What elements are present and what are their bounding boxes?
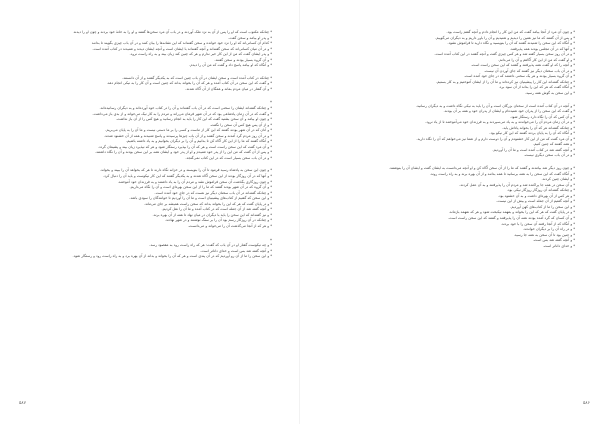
text-line: * و در راه آن را بر دیگران خواندند. <box>522 227 575 232</box>
text-line: * و در آن روز مردم گرد آمدند و سخن گفتند و از آن باب چیزها پرسیدند و پاسخ شنیدند و همه از آن خشنود شدند. <box>103 133 272 138</box>
text-line: * و این سخن را ما از کتاب‌های کهن آوردیم. <box>510 204 575 209</box>
text-line: * و آن گفتار در میان مردم بماند و همگان از آن آگاه شدند. <box>185 86 272 91</box>
paragraph-gap <box>327 97 575 104</box>
text-line: * و گفت که این سخن در آن کتاب آمده و هر که آن را بخواند بداند که چنین است و آن کار را به نیکی انجام دهد. <box>106 81 272 86</box>
text-line: * و چون این سخن به پادشاه رسید فرمود تا آن را بنویسند و در خزانه نگاه دارند تا هر که بخواهد آن را ببیند و بخواند. <box>99 168 272 173</box>
text-line: * و آنها که در آن مجلس بودند همه پذیرفتند. <box>509 46 575 51</box>
section-marker: * <box>270 237 272 243</box>
text-line: * و در آن زمان مردم آن را می‌خواندند و به یاد می‌سپردند و به فرزندان خود می‌آموختند تا از یاد نرود. <box>425 120 575 125</box>
text-line: * و آنچه در آن کتاب آمده است از سخنان بزرگان است و آن را باید به نیکی نگاه داشت و به دیگران رسانید. <box>415 103 575 108</box>
text-line: * و از آن پس هیچ کس آن سخن را نگفت. <box>209 122 272 127</box>
text-line: * و آنچه گفته شد بس است. <box>532 238 575 243</box>
text-line: * و چنانکه گفته‌اند هر که آن را بخواند پاداش یابد. <box>502 125 575 130</box>
paragraph-gap <box>24 92 272 99</box>
text-line: * و چنانکه گفته‌اند در آن باب سخنان دیگر نیز هست که در جای خود آمده است. <box>154 190 272 195</box>
text-line: * چنانکه در کتاب آمده است و سخن ایشان در آن باب چنین است که به یکدیگر گفتند و از آن دانستند. <box>122 75 272 80</box>
text-line: * و آن گروه بسیار بودند و سخن گفتند. <box>214 57 272 62</box>
text-line: * و چنین بود تا آن سخن به همه جا رسید. <box>513 232 575 237</box>
text-line: * و در آن باب سخنان دیگر نیز گفتند که جای آوردن آن نیست. <box>483 68 575 73</box>
text-line: * و چه نیکوست گفتار او در آن باب که گفت: هر که راه راست رود به مقصود رسد. <box>149 243 272 248</box>
text-line: * و در پایان گفت که هر که این را بخواند بداند که سخن راست همیشه بر جای می‌ماند. <box>143 201 272 206</box>
text-line: * و آن مرد گفت که این سخن راست است و هر که آن را بپذیرد رستگار شود و هر که نپذیرد زیان بیند و پشیمان گردد. <box>97 144 272 149</box>
right-page-text <box>327 30 575 249</box>
text-line: * و چنانکه در آن روزگار رسم بود آن را بر سنگ نوشتند و در شهر نهادند. <box>164 218 272 223</box>
text-line: * کدام آن کسانی‌اند که او را نزد خود خوانده و سخن گفته‌اند که این نشانه‌ها را بیان کنند و در آن باب چیزی بگویند تا بدانند <box>91 41 272 46</box>
text-line: * و پدر او بیامد و سخن گفت. <box>228 35 272 40</box>
text-line: * و همه گفتند که چنین کنیم. <box>532 142 575 147</box>
right-page <box>300 0 600 424</box>
text-line: * و آن مرد گفت که من از این کار خشنودم و آن را دوست دارم و از شما نیز می‌خواهم که آن را نگاه دارید. <box>416 136 575 141</box>
left-page-text <box>24 30 272 260</box>
text-line: * و چنانکه گفته‌اند این کار را پیشینیان نیز کرده‌اند و ما آن را از ایشان آموختیم و به کار بستیم. <box>435 79 575 84</box>
text-line: * و پس از آن گفتند که ما نیز همین را دیدیم و شنیدیم و آن را باور داریم و به دیگران می‌گوییم. <box>435 35 575 40</box>
text-line: * و آنگاه که او بیامد پاسخ داد و گفت که من آن را دیدم. <box>189 63 272 68</box>
text-line: * و آنگاه که این سخن را شنیدند گفتند که آن را بنویسید و نگاه دارید تا فراموش نشود. <box>447 41 575 46</box>
left-page-number: ۵۸۷ <box>19 401 26 406</box>
text-line: * و پدر ایشان گفت که من از این کار خبر ندارم و هر که چنین کند زیان بیند و به راه راست نرود. <box>129 52 272 57</box>
text-line: * و چنانکه گفته‌اند آن روزگار روزگار نیکی بود. <box>506 188 575 193</box>
text-line: * و در پایان گفت که هر که این را بخواند و بفهمد نیکبخت شود و هر که نفهمد بازماند. <box>448 210 575 215</box>
text-line: * و در آن باب سخن دیگری نیست. <box>523 153 575 158</box>
text-line: * و این سخن را ما از آن رو آوردیم که در آن پندی است و هر که آن را بخواند و بداند از آن بهره برد و به راه راست رود و رستگار شود. <box>72 254 272 259</box>
text-line: * و نیز گفته‌اند که این سخن را باید با دیگران در میان نهاد تا همه از آن بهره برند. <box>152 212 272 217</box>
text-line: * و این سخن به گوش همه رسید. <box>525 91 575 96</box>
text-line: * و آنچه گفتیم از آن جمله است و بیش از این نیست. <box>496 199 575 204</box>
text-line: * و آنچه گفته شد در کتاب آمده است و ما آن را آوردیم. <box>492 147 575 152</box>
text-line: * و آنگاه گفتند که ما را از این کار آگاه کن تا بدانیم و آن را بر دیگران بخوانیم و به یاد داشته باشیم. <box>125 139 272 144</box>
text-line: * و آن گروه بسیار بودند و هر یک سخنی داشتند که در جای خود آمده است. <box>463 74 575 79</box>
text-line: * و چنانکه گفته‌اند ایشان را سخنی است که در آن باب گفته‌اند و آن را در کتاب خود آورده‌اند و به دیگران رسانیده‌اند. <box>99 106 272 111</box>
text-line: * و هر که از آنجا می‌گذشت آن را می‌خواند و می‌دانست. <box>187 223 272 228</box>
text-line: * و آنان که در آن شهر بودند گفتند که این کار از ماست و کسی را بر ما دستی نیست و ما آن را به پایان می‌بریم. <box>105 128 272 133</box>
text-line: * و آنچه گفته شد بس است و خدای داناتر است. <box>200 248 272 253</box>
text-line: * و آنگاه که از آنجا رفتند آن سخن را با خود بردند. <box>500 221 575 226</box>
text-line: * و چون آن مرد از آنجا بیامد گفت که من این کار را انجام دادم و آنچه گفتم راست بود. <box>446 30 575 34</box>
text-line: * و هر کس از آن بهره‌ای داشت و به آن خشنود بود. <box>497 193 575 198</box>
text-line: * و آنچه گفته شد از آن جمله است که در کتاب آمده و ما آن را نقل کردیم. <box>161 207 272 212</box>
text-line: * و آن گروه که در آن شهر بودند گفتند که ما را از این سخن بهره‌ای است و آن را نگاه می‌داریم. <box>129 185 272 190</box>
text-line: * و در آن روز سخن بسیار گفته شد و هر کس چیزی گفت و آنچه گفتند در این کتاب آمده است. <box>434 52 575 57</box>
paragraph-gap <box>327 159 575 166</box>
text-line: * و خدای داناتر است. <box>542 243 575 248</box>
paragraph-gap <box>24 230 272 237</box>
section-marker: * <box>270 100 272 106</box>
text-line: * و آن کس که آن را نگاه دارد رستگار شود. <box>509 114 575 119</box>
text-line: * و چون روزگاری بگذشت آن سخن فراموش نشد و مردم آن را به یاد داشتند و به فرزندان خود آموختند. <box>117 179 272 184</box>
text-line: * و آنگاه گفت که این سخن را به همه برسانید تا همه بدانند و از آن بهره برند و به راه راست روند. <box>429 171 575 176</box>
text-line: * و در آن باب سخن بسیار است که در این کتاب نمی‌گنجد. <box>185 155 272 160</box>
text-line: * و چون او بیامد و آن سخن بشنید گفت که این کار را باید به انجام رسانید و هیچ کس را از آن باز نداشت. <box>115 117 272 122</box>
right-page-number: ۵۸۶ <box>583 401 590 406</box>
text-line: * و آنگاه گفت که هر که این را بداند از آن سود برد. <box>498 85 575 90</box>
text-line: * و ایشان چنین کردند. <box>541 177 575 182</box>
text-line: * و آنها که در آن روزگار بودند از این سخن آگاه شدند و به یکدیگر گفتند که این کار نیکوست و باید آن را دنبال کرد. <box>102 174 272 179</box>
text-line: * و این سخن که گفتیم از کتاب‌های پیشینیان است و ما آن را آوردیم تا خوانندگان را سودی باشد. <box>129 196 272 201</box>
text-line: * و آنگاه که آن را به پایان بردند گفتند که این کار نیکو بود. <box>489 131 575 136</box>
text-line: * و او گفت که من از این کار آگاهم و آن را می‌دانم. <box>498 57 575 62</box>
text-line: * و گفت که این سخن را از پدران خود شنیده‌ام و ایشان از پدران خود و همه بر آن بودند. <box>443 109 575 114</box>
text-line: * و آن کسان که گرد آمده بودند همه آن را پذیرفتند و گفتند که این سخن راست است. <box>448 215 575 220</box>
text-line: * و پس از آن گفت که من این را از پدر خود شنیدم و او از پدر خود و ایشان همه بر این سخن بودند و آن را نگاه داشتند. <box>95 150 272 155</box>
text-line: * و آن سخن در همه جا پراکنده شد و مردم آن را پذیرفتند و به آن عمل کردند. <box>459 182 575 187</box>
text-line: * و گفت که در آن زمان پادشاهی بود که در آن شهر فرمان می‌راند و مردم را به کار نیک می‌خواند و از بدی باز می‌داشت. <box>92 111 272 116</box>
paragraph-gap <box>24 69 272 76</box>
text-line: * و آنچه را که او گفت همه پذیرفتند و گفتند که این سخن راست است. <box>470 63 575 68</box>
text-line: * و در آن میان کسانی‌اند که سخن گفته‌اند و آنچه گفته‌اند با ایشان است و آنچه ایشان دیدند و شنیدند در کتاب آمده است. <box>92 46 272 51</box>
text-line: * و چون روز دیگر شد بیامدند و گفتند که ما را از آن سخن آگاه کن و او آنچه می‌دانست به ایشان گفت و ایشان آن را بنوشتند. <box>388 166 575 171</box>
text-line: * چنانکه مکتوب است که او را پس از آن به نزد ملک آوردند و در باب آن مرد سخن‌ها گفتند و او را به خانهٔ خود بردند و چون او را دیدند <box>73 30 272 34</box>
